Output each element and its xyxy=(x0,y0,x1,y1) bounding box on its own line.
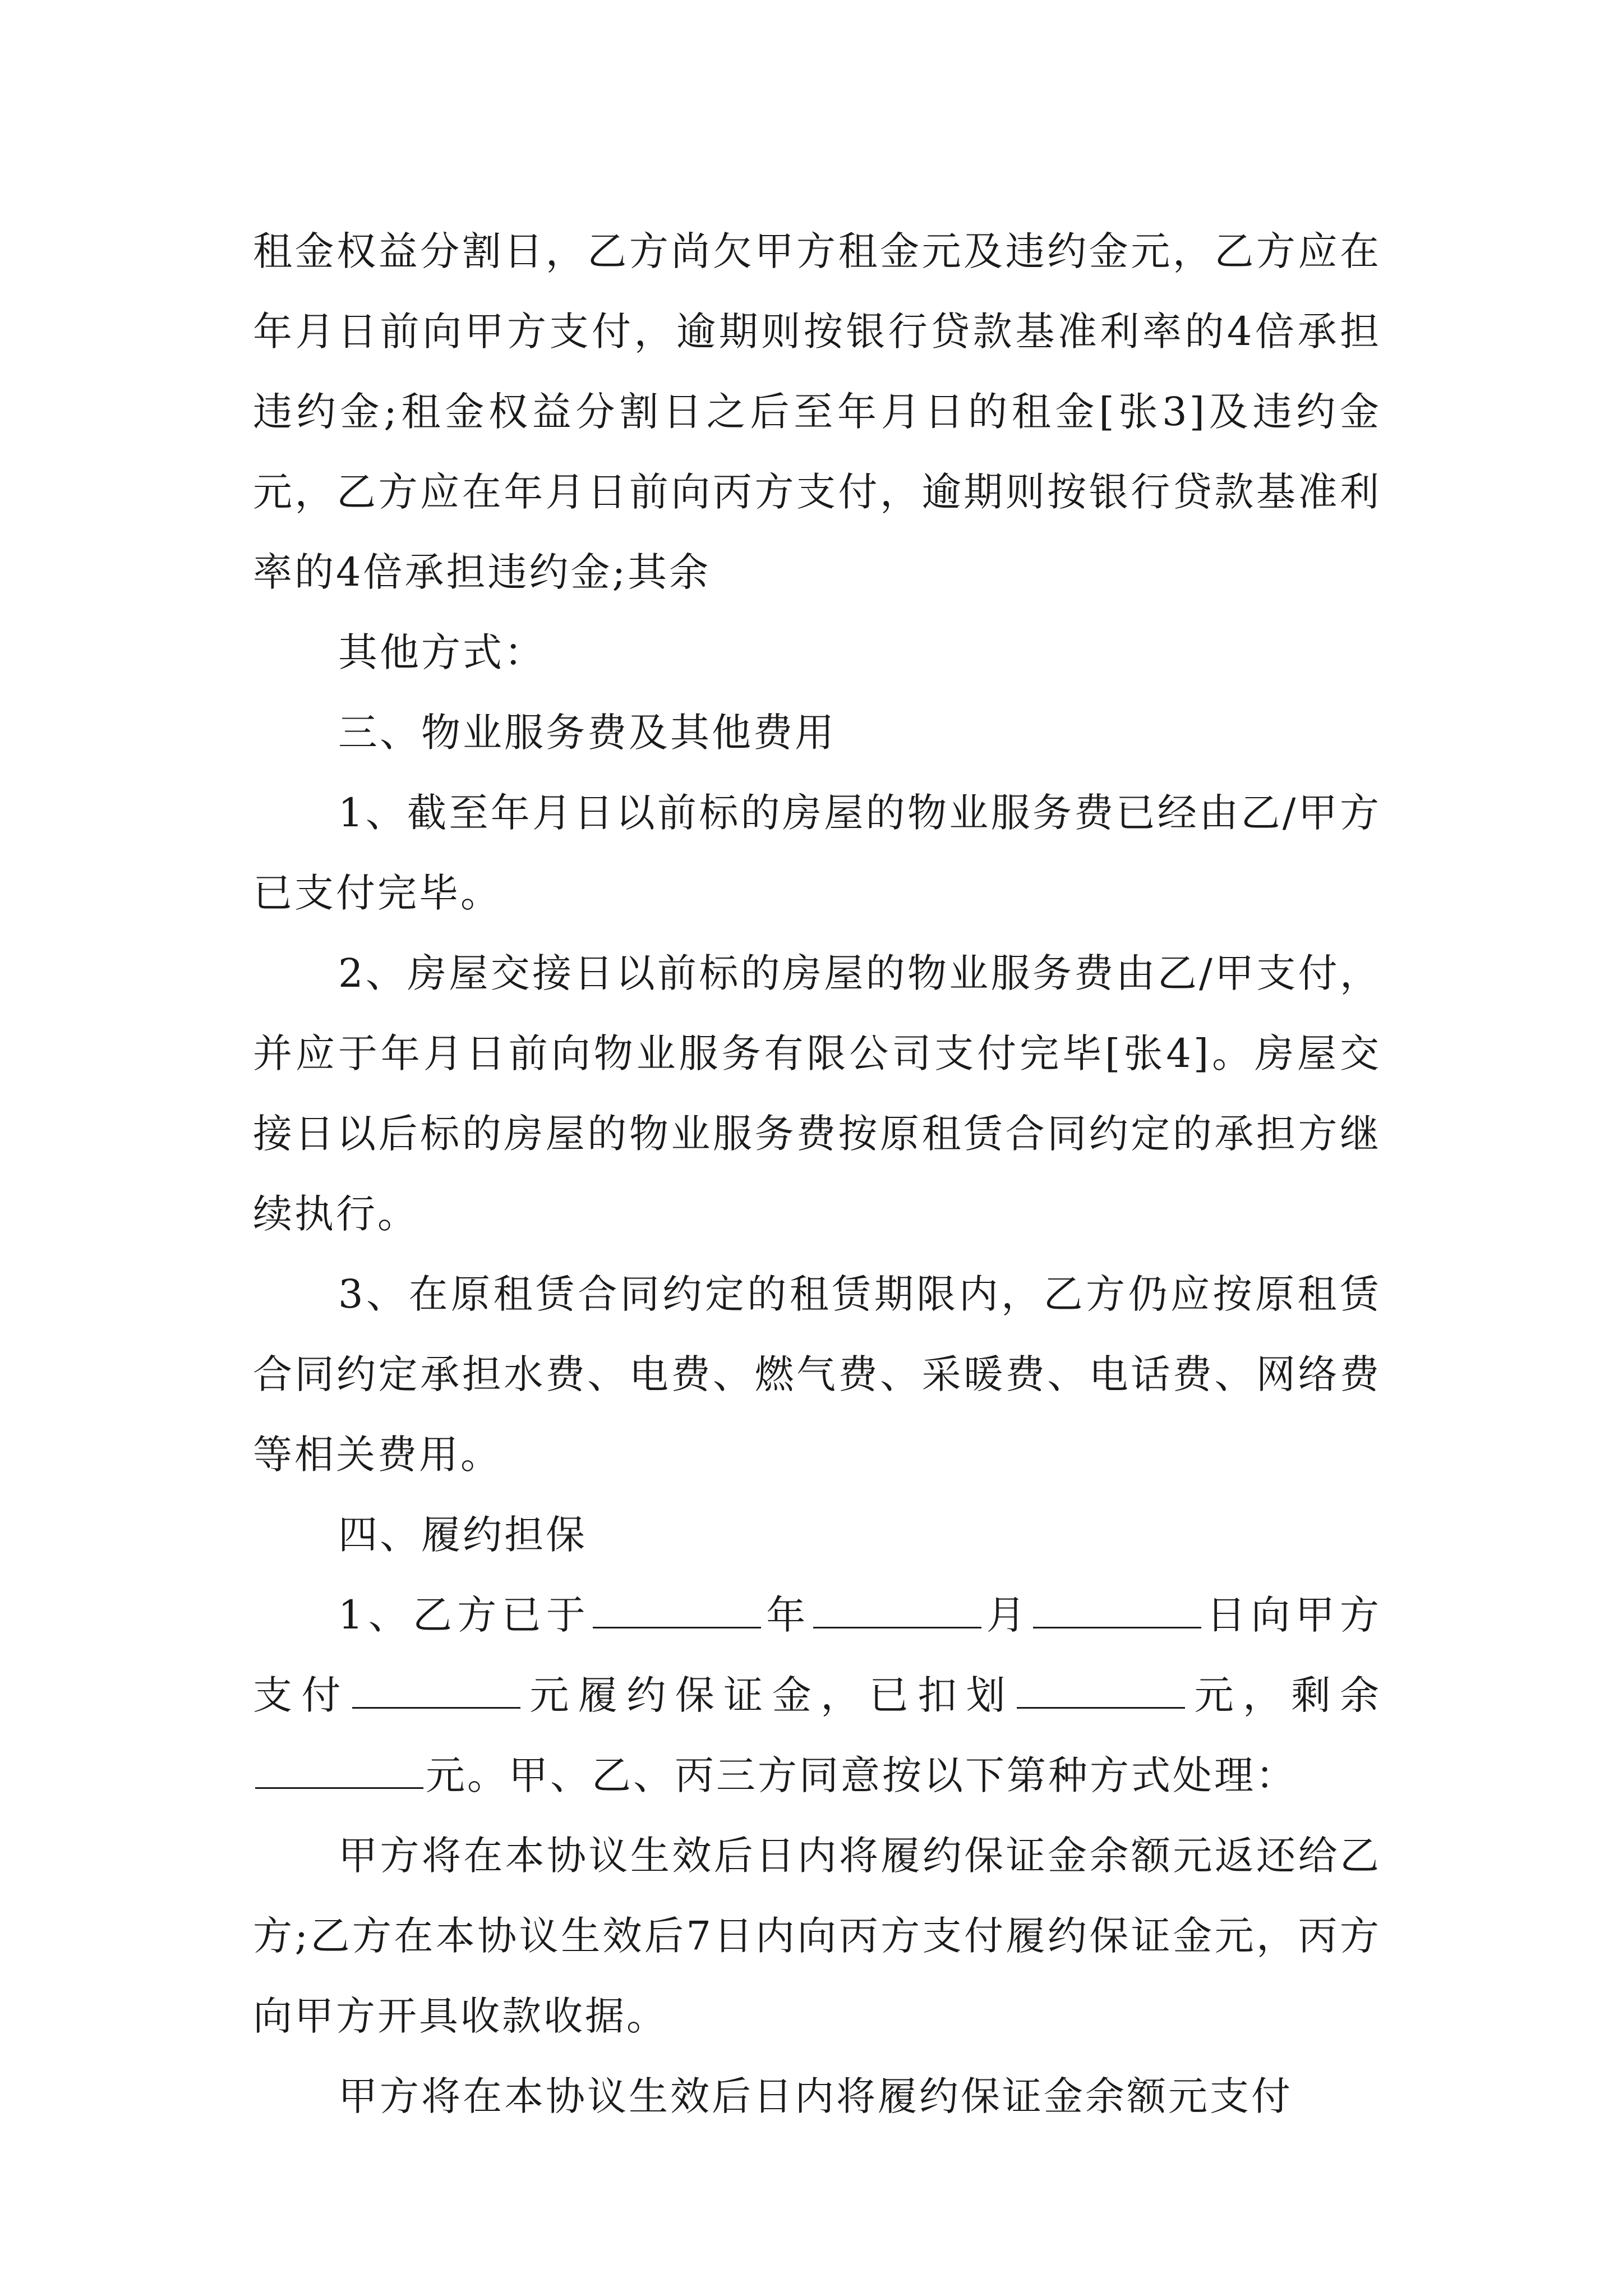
paragraph-other-methods: 其他方式： xyxy=(338,629,546,675)
blank-year xyxy=(593,1592,761,1628)
blank-day xyxy=(1033,1592,1201,1628)
paragraph-guarantee-option-2: 甲方将在本协议生效后日内将履约保证金余额元支付 xyxy=(338,2073,1293,2119)
guarantee-text-f: 元，剩余 xyxy=(1187,1672,1382,1718)
section-heading-performance-guarantee: 四、履约担保 xyxy=(338,1512,587,1558)
guarantee-text-e: 元履约保证金，已扣划 xyxy=(522,1672,1015,1718)
paragraph-property-fee-1: 1、截至年月日以前标的房屋的物业服务费已经由乙/甲方已支付完毕。 xyxy=(253,790,1381,916)
section-heading-property-fees: 三、物业服务费及其他费用 xyxy=(338,710,836,756)
guarantee-text-b: 年 xyxy=(763,1592,811,1638)
paragraph-guarantee-option-1: 甲方将在本协议生效后日内将履约保证金余额元返还给乙方;乙方在本协议生效后7日内向丙方支付履约保证金元，丙方向甲方开具收款收据。 xyxy=(253,1833,1381,2039)
guarantee-text-d: 日向甲方支付 xyxy=(253,1592,1382,1718)
paragraph-guarantee-1 xyxy=(253,1575,1381,1816)
blank-deducted-amount xyxy=(1017,1672,1185,1709)
paragraph-rent-settlement: 租金权益分割日，乙方尚欠甲方租金元及违约金元，乙方应在年月日前向甲方支付，逾期则按银行贷款基准利率的4倍承担违约金;租金权益分割日之后至年月日的租金[张3]及违约金元，乙方应在年月日前向丙方支付，逾期则按银行贷款基准利率的4倍承担违约金;其余 xyxy=(253,228,1381,595)
blank-month xyxy=(813,1592,981,1628)
paragraph-property-fee-2: 2、房屋交接日以前标的房屋的物业服务费由乙/甲支付，并应于年月日前向物业服务有限公司支付完毕[张4]。房屋交接日以后标的房屋的物业服务费按原租赁合同约定的承担方继续执行。 xyxy=(253,950,1381,1237)
blank-remaining-amount xyxy=(255,1752,423,1789)
document-body xyxy=(253,211,1381,2137)
blank-deposit-amount xyxy=(352,1672,520,1709)
guarantee-text-g: 元。甲、乙、丙三方同意按以下第种方式处理： xyxy=(426,1752,1297,1798)
paragraph-property-fee-3: 3、在原租赁合同约定的租赁期限内，乙方仍应按原租赁合同约定承担水费、电费、燃气费、采暖费、电话费、网络费等相关费用。 xyxy=(253,1271,1381,1478)
guarantee-text-c: 月 xyxy=(983,1592,1031,1638)
guarantee-text-a: 1、乙方已于 xyxy=(338,1592,591,1638)
